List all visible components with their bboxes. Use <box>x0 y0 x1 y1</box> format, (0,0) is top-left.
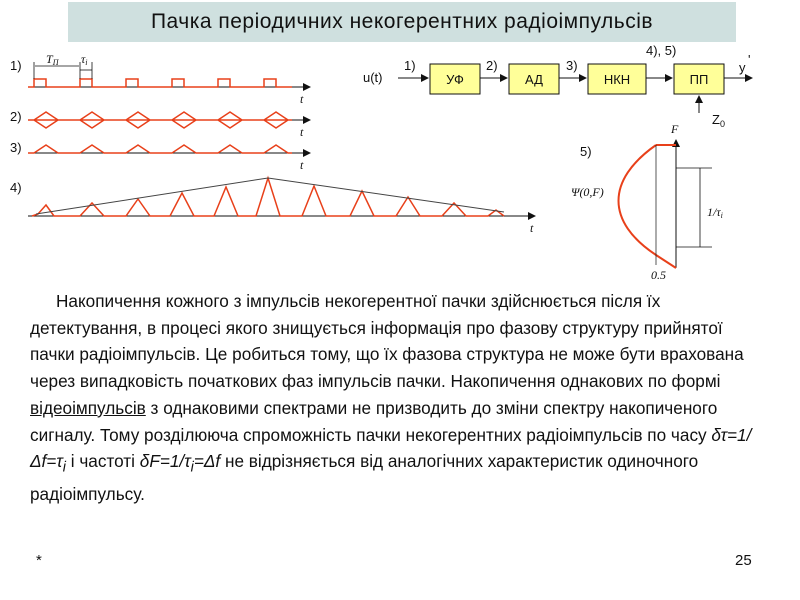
triangle-pulse-train <box>28 145 292 153</box>
tap-label-4-5: 4), 5) <box>646 43 677 58</box>
paragraph-part-4: не відрізняється від аналогічних характеристик одиночного радіоімпульсу. <box>30 451 699 505</box>
stage-ad-label: АД <box>525 72 543 87</box>
footer-star: * <box>36 552 42 569</box>
row-2-t-label: t <box>300 125 304 139</box>
paragraph-part-3: і частоті <box>65 451 140 472</box>
paragraph-part-1: Накопичення кожного з імпульсів некогерентної пачки здійснюється після їх детектування, в процесі якого знищується інформація про фазову структуру прийнятої пачки радіоімпульсів. Це робиться тому, що їх фазова структура не може бути врахована через випадковість початкових фаз імпульсів пачки. Накопичення однакових по формі <box>30 291 744 392</box>
row-3-label: 3) <box>10 140 22 155</box>
pulse-row-1 <box>10 52 310 106</box>
formula-time-resolution: δτ=1/Δf=τ <box>30 424 752 472</box>
tap-label-3: 3) <box>566 58 578 73</box>
input-label: u(t) <box>363 70 383 85</box>
formula-time-subscript: і <box>62 459 66 476</box>
page-title: Пачка періодичних некогерентних радіоімпульсів <box>150 10 654 33</box>
row-4-label: 4) <box>10 180 22 195</box>
row-3-t-label: t <box>300 158 304 172</box>
video-pulses-link[interactable]: відеоімпульсів <box>30 397 146 418</box>
paragraph-part-2: з однаковими спектрами не призводить до зміни спектру накопиченого сигналу. Тому розділююча спроможність пачки некогерентних радіоімпульсів по часу <box>30 397 718 445</box>
row-1-t-label: t <box>300 92 304 106</box>
spectrum-row-label: 5) <box>580 144 592 159</box>
tap-label-1: 1) <box>404 58 416 73</box>
half-label: 0.5 <box>651 268 666 282</box>
description-paragraph <box>30 288 770 508</box>
psi-label: Ψ(0,F) <box>571 185 604 199</box>
period-label: TП <box>46 52 59 67</box>
page-number: 25 <box>735 552 752 569</box>
tau-label: τі <box>81 52 88 67</box>
row-2-label: 2) <box>10 109 22 124</box>
output-mark: ' <box>748 52 751 67</box>
diagram-canvas <box>0 0 800 290</box>
formula-freq-subscript: і <box>190 459 194 476</box>
block-diagram <box>363 43 752 129</box>
stage-nkn-label: НКН <box>603 72 631 87</box>
stage-uf-label: УФ <box>446 72 464 87</box>
formula-freq-resolution: δF=1/τ <box>139 451 191 472</box>
diamond-pulse-train <box>28 112 292 128</box>
spectrum-bottom-cap <box>656 255 676 268</box>
formula-freq-end: =Δf <box>193 451 221 472</box>
stage-pp-label: ПП <box>689 72 709 87</box>
accumulated-pulse-train <box>32 178 504 216</box>
frequency-axis-label: F <box>671 122 679 136</box>
row-4-t-label: t <box>530 221 534 235</box>
spectrum-plot <box>571 122 723 282</box>
pulse-row-3 <box>10 140 310 172</box>
rect-pulse-train <box>28 79 292 87</box>
output-label: y <box>739 60 746 75</box>
spectrum-curve-upper <box>619 145 657 255</box>
row-1-label: 1) <box>10 58 22 73</box>
pulse-row-4 <box>10 178 535 235</box>
pulse-row-2 <box>10 109 310 139</box>
width-label: 1/τі <box>707 205 723 220</box>
threshold-label: $Z_0$ <box>712 112 725 129</box>
tap-label-2: 2) <box>486 58 498 73</box>
